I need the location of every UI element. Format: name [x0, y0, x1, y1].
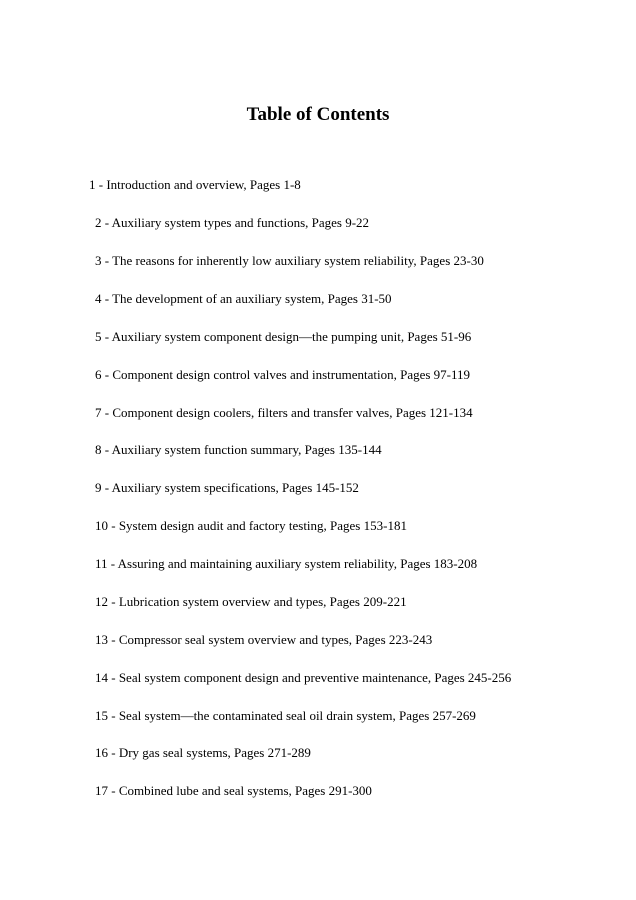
toc-entry-4: 4 - The development of an auxiliary system, Pages 31-50: [95, 291, 392, 306]
toc-entry-12: 12 - Lubrication system overview and types, Pages 209-221: [95, 594, 407, 609]
toc-entry-11: 11 - Assuring and maintaining auxiliary system reliability, Pages 183-208: [95, 556, 478, 571]
toc-entry-1: 1 - Introduction and overview, Pages 1-8: [89, 177, 301, 192]
toc-entry-16: 16 - Dry gas seal systems, Pages 271-289: [95, 745, 311, 760]
page-title: Table of Contents: [246, 104, 390, 125]
toc-entry-13: 13 - Compressor seal system overview and types, Pages 223-243: [95, 632, 433, 647]
toc-entry-8: 8 - Auxiliary system function summary, Pages 135-144: [95, 442, 382, 457]
toc-entry-9: 9 - Auxiliary system specifications, Pages 145-152: [95, 480, 359, 495]
toc-entry-17: 17 - Combined lube and seal systems, Pages 291-300: [95, 783, 372, 798]
toc-entry-2: 2 - Auxiliary system types and functions, Pages 9-22: [95, 215, 370, 230]
toc-entry-7: 7 - Component design coolers, filters and transfer valves, Pages 121-134: [95, 405, 473, 420]
toc-entry-5: 5 - Auxiliary system component design—the pumping unit, Pages 51-96: [95, 329, 472, 344]
toc-entry-14: 14 - Seal system component design and preventive maintenance, Pages 245-256: [95, 670, 512, 685]
toc-entry-3: 3 - The reasons for inherently low auxiliary system reliability, Pages 23-30: [95, 253, 484, 268]
toc-entry-10: 10 - System design audit and factory testing, Pages 153-181: [95, 518, 407, 533]
toc-entry-6: 6 - Component design control valves and instrumentation, Pages 97-119: [95, 367, 471, 382]
toc-entry-15: 15 - Seal system—the contaminated seal oil drain system, Pages 257-269: [95, 708, 476, 723]
